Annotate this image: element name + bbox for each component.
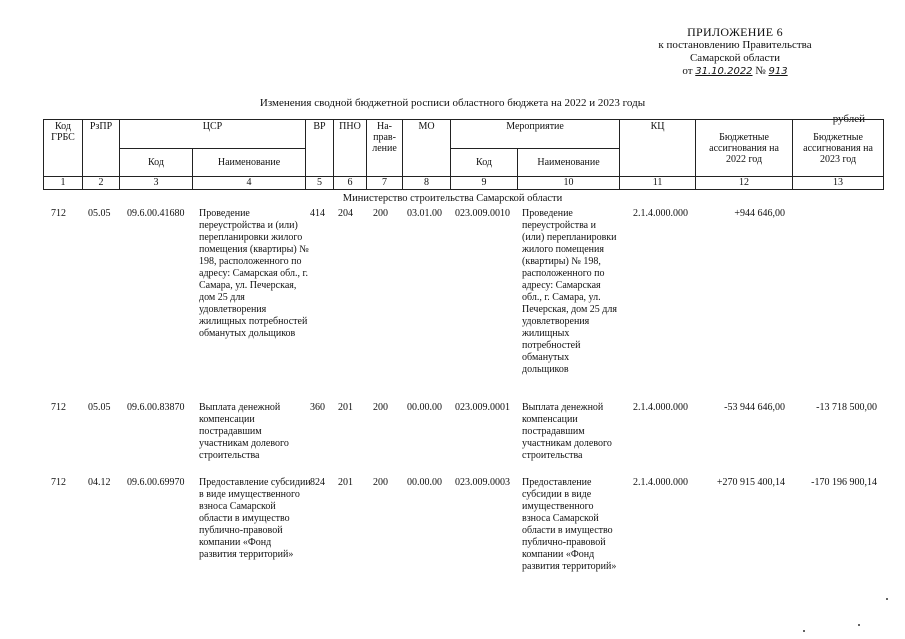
cell-csr-name: Выплата денежной компенсации пострадавшим участникам долевого строительства — [199, 402, 289, 461]
col-num: 1 — [44, 177, 83, 190]
cell-vr: 414 — [310, 208, 325, 219]
cell-csr-name: Предоставление субсидии в виде имущественного взноса Самарской области в имущество публично-правовой компании «Фонд развития территорий» — [199, 477, 311, 560]
header-vr: ВР — [306, 120, 334, 177]
date-prefix: от — [682, 65, 693, 77]
col-num: 7 — [367, 177, 403, 190]
header-csr-code: Код — [120, 149, 193, 177]
scan-speck — [858, 624, 860, 626]
header-budget-2023: Бюджетные ассигнования на 2023 год — [793, 120, 884, 177]
header-rzpr: РзПР — [83, 120, 120, 177]
number-value: 913 — [768, 66, 788, 77]
cell-csr-code: 09.6.00.41680 — [127, 208, 185, 219]
header-budget-2022: Бюджетные ассигнования на 2022 год — [696, 120, 793, 177]
cell-pno: 201 — [338, 402, 353, 413]
cell-grbs: 712 — [51, 208, 66, 219]
annex-header — [635, 26, 835, 78]
annex-line-1: к постановлению Правительства — [658, 39, 812, 51]
cell-measure-code: 023.009.0010 — [455, 208, 510, 219]
cell-grbs: 712 — [51, 402, 66, 413]
col-num: 5 — [306, 177, 334, 190]
cell-measure-name: Предоставление субсидии в виде имущественного взноса Самарской области в имущество публично-правовой компании «Фонд развития территорий» — [522, 477, 617, 572]
cell-vr: 824 — [310, 477, 325, 488]
scan-speck — [803, 630, 805, 632]
document-title: Изменения сводной бюджетной росписи областного бюджета на 2022 и 2023 годы — [259, 97, 646, 109]
col-num: 8 — [403, 177, 451, 190]
header-measure-code: Код — [451, 149, 518, 177]
cell-kc: 2.1.4.000.000 — [633, 208, 688, 219]
cell-mo: 00.00.00 — [407, 477, 442, 488]
cell-measure-code: 023.009.0001 — [455, 402, 510, 413]
cell-mo: 03.01.00 — [407, 208, 442, 219]
scan-speck — [886, 598, 888, 600]
cell-csr-code: 09.6.00.69970 — [127, 477, 185, 488]
header-table — [43, 119, 884, 190]
cell-rzpr: 05.05 — [88, 402, 111, 413]
col-num: 4 — [193, 177, 306, 190]
cell-pno: 204 — [338, 208, 353, 219]
header-measure-name: Наименование — [518, 149, 620, 177]
cell-measure-name: Выплата денежной компенсации пострадавшим участникам долевого строительства — [522, 402, 612, 461]
col-num: 10 — [518, 177, 620, 190]
cell-vr: 360 — [310, 402, 325, 413]
header-kc: КЦ — [620, 120, 696, 177]
cell-kc: 2.1.4.000.000 — [633, 402, 688, 413]
col-num: 6 — [334, 177, 367, 190]
header-csr-name: Наименование — [193, 149, 306, 177]
col-num: 12 — [696, 177, 793, 190]
cell-pno: 201 — [338, 477, 353, 488]
cell-budget-2022: -53 944 646,00 — [724, 402, 785, 413]
ministry-label: Министерство строительства Самарской области — [342, 193, 563, 204]
col-num: 2 — [83, 177, 120, 190]
cell-measure-name: Проведение переустройства и (или) перепланировки жилого помещения (квартиры) № 198, расположенного по адресу: Самарская обл., г. Самара, ул. Печерская, дом 25 для удовлетворения жилищных потребностей обманутых дольщиков — [522, 208, 617, 375]
cell-grbs: 712 — [51, 477, 66, 488]
header-mo: МО — [403, 120, 451, 177]
header-csr: ЦСР — [120, 120, 306, 149]
cell-mo: 00.00.00 — [407, 402, 442, 413]
header-grbs: Код ГРБС — [44, 120, 83, 177]
col-num: 3 — [120, 177, 193, 190]
col-num: 13 — [793, 177, 884, 190]
cell-budget-2023: -13 718 500,00 — [816, 402, 877, 413]
cell-budget-2022: +270 915 400,14 — [716, 477, 785, 488]
units-label: рублей — [832, 113, 865, 125]
date-value: 31.10.2022 — [695, 66, 753, 77]
cell-measure-code: 023.009.0003 — [455, 477, 510, 488]
cell-csr-code: 09.6.00.83870 — [127, 402, 185, 413]
col-num: 9 — [451, 177, 518, 190]
annex-line-2: Самарской области — [689, 52, 781, 64]
cell-kc: 2.1.4.000.000 — [633, 477, 688, 488]
cell-direction: 200 — [373, 208, 388, 219]
cell-direction: 200 — [373, 477, 388, 488]
annex-date-line — [635, 65, 835, 78]
cell-csr-name: Проведение переустройства и (или) перепланировки жилого помещения (квартиры) № 198, расположенного по адресу: Самарская обл., г. Самара, ул. Печерская, дом 25 для удовлетворения жилищных потребностей обманутых дольщиков — [199, 208, 309, 339]
cell-rzpr: 04.12 — [88, 477, 111, 488]
cell-budget-2023: -170 196 900,14 — [811, 477, 877, 488]
cell-rzpr: 05.05 — [88, 208, 111, 219]
header-direction: На-прав-ление — [367, 120, 403, 177]
annex-title: ПРИЛОЖЕНИЕ 6 — [687, 25, 783, 39]
number-prefix: № — [755, 65, 766, 77]
col-num: 11 — [620, 177, 696, 190]
header-measure: Мероприятие — [451, 120, 620, 149]
header-pno: ПНО — [334, 120, 367, 177]
cell-budget-2022: +944 646,00 — [734, 208, 785, 219]
cell-direction: 200 — [373, 402, 388, 413]
